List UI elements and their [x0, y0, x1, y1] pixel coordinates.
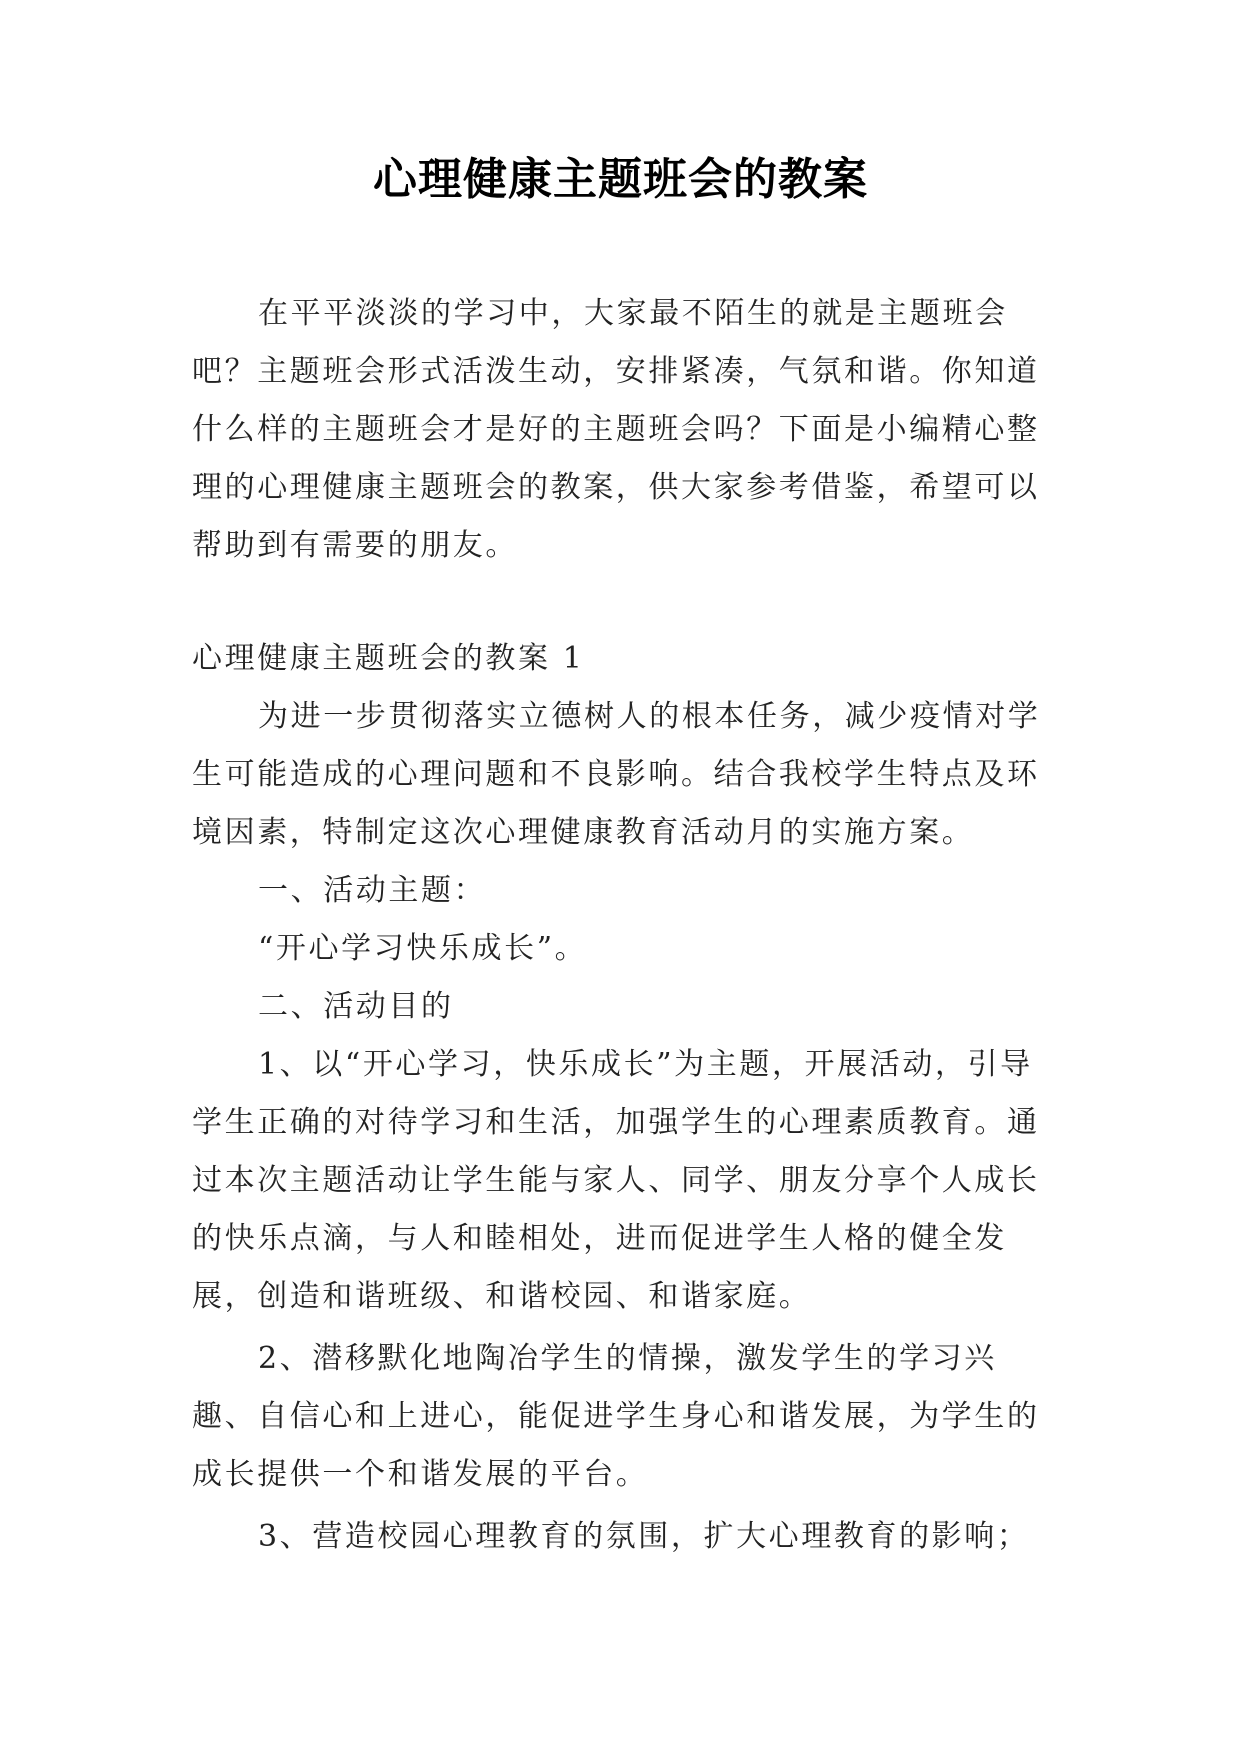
goal-item-2: 2、潜移默化地陶冶学生的情操，激发学生的学习兴趣、自信心和上进心，能促进学生身心和谐发展，为学生的成长提供一个和谐发展的平台。: [192, 1341, 1040, 1492]
theme-label: 一、活动主题：: [258, 873, 487, 908]
section-paragraph: 为进一步贯彻落实立德树人的根本任务，减少疫情对学生可能造成的心理问题和不良影响。结合我校学生特点及环境因素，特制定这次心理健康教育活动月的实施方案。: [192, 699, 1041, 850]
goal-item-1: 1、以“开心学习，快乐成长”为主题，开展活动，引导学生正确的对待学习和生活，加强学生的心理素质教育。通过本次主题活动让学生能与家人、同学、朋友分享个人成长的快乐点滴，与人和睦相处，进而促进学生人格的健全发展，创造和谐班级、和谐校园、和谐家庭。: [192, 1047, 1040, 1314]
theme-value: “开心学习快乐成长”。: [258, 931, 588, 966]
section-1: [192, 630, 1054, 1566]
intro-block: [192, 285, 1054, 575]
goal-item-3: 3、营造校园心理教育的氛围，扩大心理教育的影响；: [258, 1519, 1030, 1554]
goal-label: 二、活动目的: [258, 989, 454, 1024]
section-heading: 心理健康主题班会的教案 1: [192, 641, 585, 676]
document-title: 心理健康主题班会的教案: [373, 154, 868, 205]
intro-paragraph: 在平平淡淡的学习中，大家最不陌生的就是主题班会吧？主题班会形式活泼生动，安排紧凑，气氛和谐。你知道什么样的主题班会才是好的主题班会吗？下面是小编精心整理的心理健康主题班会的教案，供大家参考借鉴，希望可以帮助到有需要的朋友。: [192, 296, 1040, 563]
